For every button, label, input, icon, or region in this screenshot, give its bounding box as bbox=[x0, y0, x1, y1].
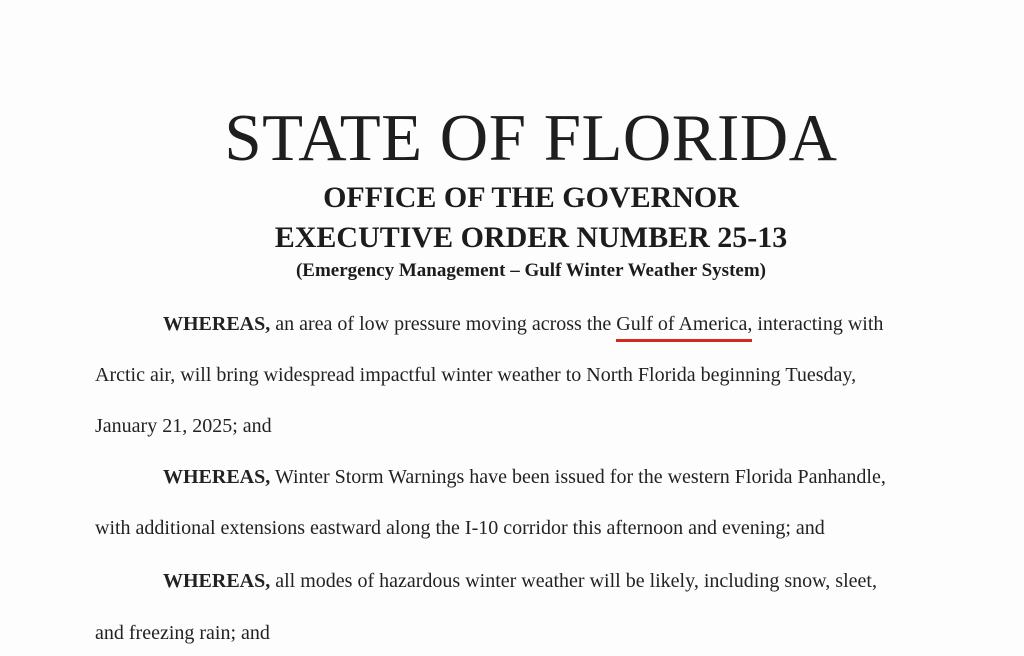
paragraph-2-text: Winter Storm Warnings have been issued for the western Florida Panhandle, bbox=[270, 466, 886, 488]
whereas-label: WHEREAS, bbox=[163, 313, 271, 335]
highlighted-phrase bbox=[616, 311, 752, 337]
order-subtitle: (Emergency Management – Gulf Winter Weather System) bbox=[295, 260, 766, 281]
office-heading: OFFICE OF THE GOVERNOR bbox=[323, 181, 739, 214]
paragraph-2-line-1 bbox=[163, 464, 886, 490]
whereas-label: WHEREAS, bbox=[163, 570, 271, 592]
whereas-label: WHEREAS, bbox=[163, 466, 271, 488]
executive-order-number: EXECUTIVE ORDER NUMBER 25-13 bbox=[274, 221, 788, 254]
paragraph-1-line-3: January 21, 2025; and bbox=[95, 415, 272, 437]
paragraph-1-line-1 bbox=[163, 311, 883, 337]
paragraph-2-line-2: with additional extensions eastward along the I-10 corridor this afternoon and evening; and bbox=[95, 517, 825, 539]
paragraph-1-text-b: interacting with bbox=[752, 313, 884, 335]
state-title: STATE OF FLORIDA bbox=[224, 101, 838, 175]
paragraph-3-line-2: and freezing rain; and bbox=[95, 622, 270, 644]
paragraph-1-line-2: Arctic air, will bring widespread impactful winter weather to North Florida beginning Tuesday, bbox=[95, 364, 857, 386]
paragraph-3-line-1 bbox=[163, 568, 877, 594]
highlighted-text: Gulf of America, bbox=[616, 313, 753, 335]
red-underline bbox=[616, 339, 752, 342]
paragraph-3-text: all modes of hazardous winter weather will be likely, including snow, sleet, bbox=[270, 570, 877, 592]
paragraph-1-text-a: an area of low pressure moving across the bbox=[270, 313, 617, 335]
